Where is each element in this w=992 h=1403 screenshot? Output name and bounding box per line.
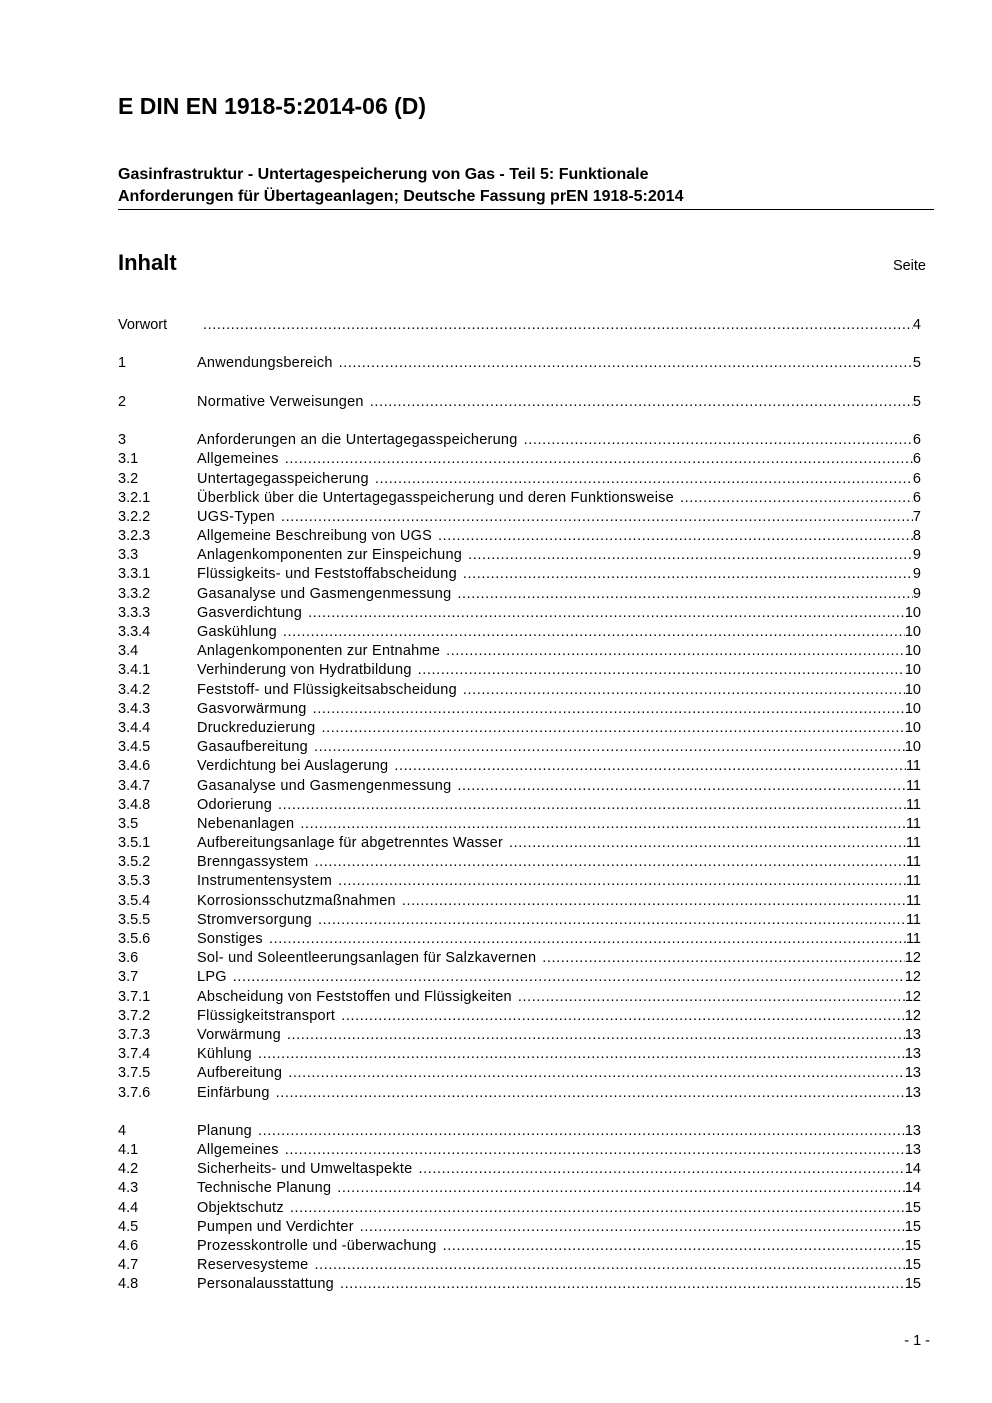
- toc-entry-page: 10: [904, 739, 921, 756]
- toc-entry-title: Überblick über die Untertagegasspeicherung und deren Funktionsweise: [197, 489, 674, 506]
- toc-dot-leader: [203, 316, 913, 335]
- toc-entry[interactable]: [118, 719, 921, 738]
- toc-entry-page: 10: [904, 719, 921, 736]
- toc-entry-title: Prozesskontrolle und -überwachung: [197, 1238, 437, 1254]
- toc-entry-number: 3.4.4: [118, 719, 151, 736]
- toc-entry-number: 4.2: [118, 1161, 139, 1178]
- toc-entry-page: 10: [904, 681, 921, 698]
- toc-entry[interactable]: [118, 853, 921, 872]
- toc-entry-number: 3.7.2: [118, 1007, 151, 1024]
- toc-entry-title: Pumpen und Verdichter: [197, 1218, 354, 1235]
- toc-entry-number: 3.7: [118, 969, 139, 986]
- toc-entry-title: Aufbereitungsanlage für abgetrenntes Wasser: [197, 835, 504, 852]
- toc-dot-leader: [278, 796, 906, 815]
- toc-entry[interactable]: [118, 1199, 921, 1218]
- toc-dot-leader: [370, 393, 913, 412]
- toc-entry-title: Korrosionsschutzmaßnahmen: [197, 892, 396, 909]
- toc-dot-leader: [446, 642, 905, 661]
- toc-entry[interactable]: [118, 546, 921, 565]
- toc-entry-title: UGS-Typen: [197, 508, 275, 525]
- toc-entry-page: 11: [905, 873, 921, 890]
- toc-entry-title: Verdichtung bei Auslagerung: [197, 758, 389, 775]
- toc-entry-title: Brenngassystem: [197, 854, 309, 871]
- toc-entry-number: 4: [118, 1122, 127, 1139]
- page-number: - 1 -: [904, 1333, 930, 1349]
- toc-entry-page: 11: [905, 835, 921, 852]
- toc-entry[interactable]: [118, 661, 921, 680]
- toc-entry-number: 3.2.1: [118, 489, 151, 506]
- toc-entry-number: 2: [118, 393, 127, 410]
- toc-entry-number: 3.3.4: [118, 624, 151, 640]
- toc-entry-title: Kühlung: [197, 1046, 252, 1063]
- toc-entry-page: 13: [904, 1122, 921, 1139]
- toc-entry-page: 13: [904, 1084, 921, 1101]
- toc-entry-page: 15: [904, 1199, 921, 1216]
- toc-entry-page: 10: [904, 700, 921, 717]
- toc-entry-title: Gasvorwärmung: [197, 700, 307, 717]
- toc-entry-page: 6: [912, 451, 921, 468]
- toc-entry-page: 15: [904, 1238, 921, 1254]
- toc-entry-number: 4.4: [118, 1199, 139, 1216]
- toc-entry-title: Stromversorgung: [197, 911, 312, 928]
- toc-entry-title: Odorierung: [197, 796, 273, 813]
- toc-dot-leader: [337, 1179, 905, 1198]
- toc-entry[interactable]: [118, 834, 921, 853]
- toc-entry[interactable]: [118, 508, 921, 527]
- toc-entry-title: Flüssigkeitstransport: [197, 1007, 336, 1024]
- toc-dot-leader: [341, 1007, 905, 1026]
- toc-entry-title: Einfärbung: [197, 1084, 270, 1101]
- toc-heading: Inhalt: [118, 250, 177, 275]
- document-subtitle: [118, 164, 934, 210]
- toc-entry-page: 11: [905, 796, 921, 813]
- toc-entry-number: 3.3.2: [118, 585, 151, 602]
- toc-entry-page: 15: [904, 1218, 921, 1235]
- toc-entry[interactable]: [118, 988, 921, 1007]
- toc-dot-leader: [269, 930, 906, 949]
- toc-entry-number: 3.4.7: [118, 777, 151, 794]
- toc-dot-leader: [233, 968, 905, 987]
- toc-entry-title: Allgemeine Beschreibung von UGS: [197, 528, 433, 545]
- toc-entry-number: Vorwort: [118, 317, 168, 333]
- toc-dot-leader: [418, 1160, 904, 1179]
- toc-dot-leader: [308, 604, 905, 623]
- toc-entry-number: 3.4: [118, 643, 139, 660]
- toc-entry-number: 4.5: [118, 1218, 139, 1235]
- toc-dot-leader: [463, 681, 905, 700]
- toc-dot-leader: [314, 738, 905, 757]
- toc-dot-leader: [463, 565, 913, 584]
- toc-entry-title: Sicherheits- und Umweltaspekte: [197, 1161, 413, 1178]
- toc-entry-number: 3.5.2: [118, 854, 151, 871]
- toc-entry[interactable]: [118, 1179, 921, 1198]
- toc-entry-title: Objektschutz: [197, 1199, 284, 1216]
- toc-entry[interactable]: [118, 431, 921, 450]
- toc-entry-number: 3.3: [118, 547, 139, 564]
- toc-dot-leader: [258, 1045, 905, 1064]
- toc-entry-title: Gasanalyse und Gasmengenmessung: [197, 777, 452, 794]
- toc-entry-number: 3.5.3: [118, 873, 151, 890]
- toc-entry[interactable]: [118, 1275, 921, 1294]
- toc-entry[interactable]: [118, 470, 921, 489]
- toc-entry-page: 5: [912, 393, 921, 410]
- toc-entry[interactable]: [118, 1160, 921, 1179]
- page-column-label: Seite: [892, 258, 926, 274]
- toc-entry-number: 3.5.4: [118, 892, 151, 909]
- toc-dot-leader: [288, 1064, 905, 1083]
- toc-dot-leader: [338, 872, 906, 891]
- toc-dot-leader: [402, 892, 906, 911]
- toc-entry-title: Gasaufbereitung: [197, 739, 308, 756]
- toc-entry[interactable]: [118, 585, 921, 604]
- toc-entry-title: Allgemeines: [197, 1142, 279, 1159]
- toc-entry-page: 13: [904, 1026, 921, 1043]
- table-of-contents: [118, 316, 921, 1295]
- toc-entry-number: 4.8: [118, 1276, 139, 1293]
- toc-dot-leader: [518, 988, 905, 1007]
- toc-entry[interactable]: [118, 1045, 921, 1064]
- toc-entry-title: Flüssigkeits- und Feststoffabscheidung: [197, 566, 457, 583]
- toc-entry[interactable]: [118, 1256, 921, 1275]
- toc-entry-page: 11: [905, 777, 921, 794]
- toc-entry-number: 3.6: [118, 950, 139, 967]
- toc-entry-number: 1: [118, 355, 127, 372]
- toc-entry[interactable]: [118, 777, 921, 796]
- toc-entry-number: 3.7.4: [118, 1046, 151, 1063]
- toc-entry-number: 3.4.5: [118, 739, 151, 756]
- toc-entry-page: 11: [905, 758, 921, 775]
- toc-entry-number: 3.4.3: [118, 700, 151, 717]
- toc-entry-page: 12: [904, 988, 921, 1005]
- toc-entry-page: 10: [904, 643, 921, 660]
- toc-entry[interactable]: [118, 949, 921, 968]
- toc-entry-page: 10: [904, 604, 921, 621]
- toc-entry-number: 3.4.1: [118, 662, 151, 679]
- toc-entry-page: 11: [905, 911, 921, 928]
- toc-entry[interactable]: [118, 1218, 921, 1237]
- toc-dot-leader: [394, 757, 906, 776]
- toc-entry-title: Nebenanlagen: [197, 815, 295, 832]
- toc-entry-number: 4.7: [118, 1257, 139, 1274]
- toc-entry-number: 3.5: [118, 815, 139, 832]
- toc-dot-leader: [314, 1256, 904, 1275]
- toc-entry-page: 11: [905, 854, 921, 871]
- toc-dot-leader: [360, 1218, 905, 1237]
- toc-dot-leader: [438, 527, 913, 546]
- subtitle-line-1: Gasinfrastruktur - Untertagespeicherung von Gas - Teil 5: Funktionale: [118, 166, 649, 183]
- toc-entry-page: 9: [912, 566, 921, 583]
- toc-entry-page: 11: [905, 815, 921, 832]
- toc-dot-leader: [313, 700, 905, 719]
- toc-entry-number: 4.3: [118, 1180, 139, 1197]
- toc-dot-leader: [375, 470, 913, 489]
- toc-entry-title: Reservesysteme: [197, 1257, 309, 1274]
- toc-entry-number: 3.2: [118, 470, 139, 487]
- toc-entry-number: 3.7.5: [118, 1065, 151, 1082]
- toc-entry-number: 3.4.2: [118, 681, 151, 698]
- toc-dot-leader: [321, 719, 904, 738]
- toc-entry-title: Abscheidung von Feststoffen und Flüssigkeiten: [197, 988, 512, 1005]
- toc-entry[interactable]: [118, 796, 921, 815]
- toc-entry[interactable]: [118, 1237, 921, 1256]
- toc-dot-leader: [509, 834, 906, 853]
- toc-entry[interactable]: [118, 565, 921, 584]
- toc-entry-title: Sonstiges: [197, 931, 263, 947]
- toc-entry-title: Aufbereitung: [197, 1065, 283, 1082]
- toc-entry-title: Anlagenkomponenten zur Entnahme: [197, 643, 441, 660]
- toc-entry-page: 11: [905, 931, 921, 947]
- toc-entry-number: 3.4.8: [118, 796, 151, 813]
- toc-entry[interactable]: [118, 700, 921, 719]
- toc-entry[interactable]: [118, 1064, 921, 1083]
- toc-entry-title: Sol- und Soleentleerungsanlagen für Salzkavernen: [197, 950, 537, 967]
- toc-dot-leader: [680, 489, 913, 508]
- toc-entry[interactable]: [118, 450, 921, 469]
- toc-entry[interactable]: [118, 1122, 921, 1141]
- toc-entry-number: 3.7.1: [118, 988, 151, 1005]
- toc-entry-number: 3.5.5: [118, 911, 151, 928]
- subtitle-line-2: Anforderungen für Übertageanlagen; Deutsche Fassung prEN 1918-5:2014: [118, 188, 684, 205]
- toc-entry[interactable]: [118, 489, 921, 508]
- toc-dot-leader: [290, 1199, 905, 1218]
- toc-entry[interactable]: [118, 527, 921, 546]
- toc-entry-title: Normative Verweisungen: [197, 393, 364, 410]
- toc-dot-leader: [443, 1237, 905, 1256]
- toc-dot-leader: [340, 1275, 905, 1294]
- toc-entry-page: 8: [912, 528, 921, 545]
- toc-entry-title: Gaskühlung: [197, 624, 277, 640]
- toc-entry[interactable]: [118, 354, 921, 373]
- toc-entry-title: Vorwärmung: [197, 1026, 281, 1043]
- toc-entry[interactable]: [118, 1007, 921, 1026]
- toc-entry-title: Untertagegasspeicherung: [197, 470, 369, 487]
- toc-dot-leader: [318, 911, 906, 930]
- toc-dot-leader: [339, 354, 913, 373]
- toc-entry-number: 3.7.3: [118, 1026, 151, 1043]
- toc-entry[interactable]: [118, 623, 921, 642]
- toc-entry-number: 3.2.2: [118, 508, 151, 525]
- toc-entry[interactable]: [118, 757, 921, 776]
- toc-entry[interactable]: [118, 681, 921, 700]
- toc-entry[interactable]: [118, 1084, 921, 1103]
- toc-entry-page: 6: [912, 432, 921, 449]
- toc-entry[interactable]: [118, 872, 921, 891]
- toc-entry-page: 5: [912, 355, 921, 372]
- toc-entry-page: 15: [904, 1276, 921, 1293]
- toc-entry-page: 10: [904, 624, 921, 640]
- toc-entry-title: Gasverdichtung: [197, 604, 303, 621]
- toc-dot-leader: [285, 450, 913, 469]
- document-id: E DIN EN 1918-5:2014-06 (D): [118, 93, 427, 119]
- toc-entry-number: 3.3.3: [118, 604, 151, 621]
- toc-entry-number: 3.1: [118, 451, 139, 468]
- toc-entry-page: 6: [912, 470, 921, 487]
- toc-entry[interactable]: [118, 911, 921, 930]
- toc-entry-title: Instrumentensystem: [197, 873, 333, 890]
- toc-entry-title: Planung: [197, 1122, 252, 1139]
- toc-entry-page: 9: [912, 547, 921, 564]
- toc-entry-number: 3.4.6: [118, 758, 151, 775]
- toc-entry-page: 13: [904, 1065, 921, 1082]
- toc-entry[interactable]: [118, 930, 921, 949]
- toc-entry-title: Allgemeines: [197, 451, 279, 468]
- toc-entry-page: 7: [912, 508, 921, 525]
- toc-entry-page: 12: [904, 950, 921, 967]
- toc-dot-leader: [281, 508, 913, 527]
- toc-dot-leader: [542, 949, 905, 968]
- toc-entry-page: 4: [912, 317, 921, 333]
- toc-entry-number: 4.1: [118, 1142, 139, 1159]
- toc-entry-number: 3.3.1: [118, 566, 151, 583]
- toc-entry-page: 13: [904, 1142, 921, 1159]
- toc-entry-title: Technische Planung: [197, 1180, 332, 1197]
- toc-entry[interactable]: [118, 393, 921, 412]
- toc-dot-leader: [300, 815, 906, 834]
- toc-entry-title: LPG: [197, 969, 227, 986]
- toc-entry-title: Anlagenkomponenten zur Einspeichung: [197, 547, 463, 564]
- toc-entry-title: Gasanalyse und Gasmengenmessung: [197, 585, 452, 602]
- toc-dot-leader: [285, 1141, 905, 1160]
- toc-dot-leader: [283, 623, 905, 642]
- toc-entry[interactable]: [118, 642, 921, 661]
- toc-entry-page: 6: [912, 489, 921, 506]
- toc-entry[interactable]: [118, 1026, 921, 1045]
- toc-entry[interactable]: [118, 738, 921, 757]
- toc-entry[interactable]: [118, 968, 921, 987]
- toc-dot-leader: [418, 661, 905, 680]
- toc-dot-leader: [276, 1084, 905, 1103]
- toc-entry[interactable]: [118, 604, 921, 623]
- toc-entry-number: 4.6: [118, 1238, 139, 1254]
- toc-entry-page: 13: [904, 1046, 921, 1063]
- toc-dot-leader: [287, 1026, 905, 1045]
- toc-entry-page: 12: [904, 969, 921, 986]
- toc-entry-page: 11: [905, 892, 921, 909]
- toc-entry-page: 14: [904, 1161, 921, 1178]
- toc-entry-page: 15: [904, 1257, 921, 1274]
- toc-entry[interactable]: [118, 892, 921, 911]
- toc-entry-page: 12: [904, 1007, 921, 1024]
- toc-entry-number: 3.7.6: [118, 1084, 151, 1101]
- toc-dot-leader: [457, 777, 906, 796]
- toc-dot-leader: [524, 431, 913, 450]
- toc-entry-title: Verhinderung von Hydratbildung: [197, 662, 412, 679]
- toc-entry[interactable]: [118, 815, 921, 834]
- toc-entry-page: 10: [904, 662, 921, 679]
- toc-entry-number: 3.2.3: [118, 528, 151, 545]
- toc-entry-page: 14: [904, 1180, 921, 1197]
- toc-dot-leader: [315, 853, 906, 872]
- toc-entry-number: 3.5.6: [118, 931, 151, 947]
- toc-dot-leader: [457, 585, 913, 604]
- toc-entry-number: 3: [118, 432, 127, 449]
- toc-entry-title: Anwendungsbereich: [197, 355, 333, 372]
- toc-entry-title: Druckreduzierung: [197, 719, 316, 736]
- toc-entry-page: 9: [912, 585, 921, 602]
- toc-dot-leader: [468, 546, 913, 565]
- toc-entry-title: Anforderungen an die Untertagegasspeicherung: [197, 432, 518, 449]
- toc-dot-leader: [258, 1122, 905, 1141]
- toc-entry-number: 3.5.1: [118, 835, 151, 852]
- toc-entry-title: Personalausstattung: [197, 1276, 334, 1293]
- toc-entry-title: Feststoff- und Flüssigkeitsabscheidung: [197, 681, 457, 698]
- toc-entry[interactable]: [118, 316, 921, 335]
- toc-entry[interactable]: [118, 1141, 921, 1160]
